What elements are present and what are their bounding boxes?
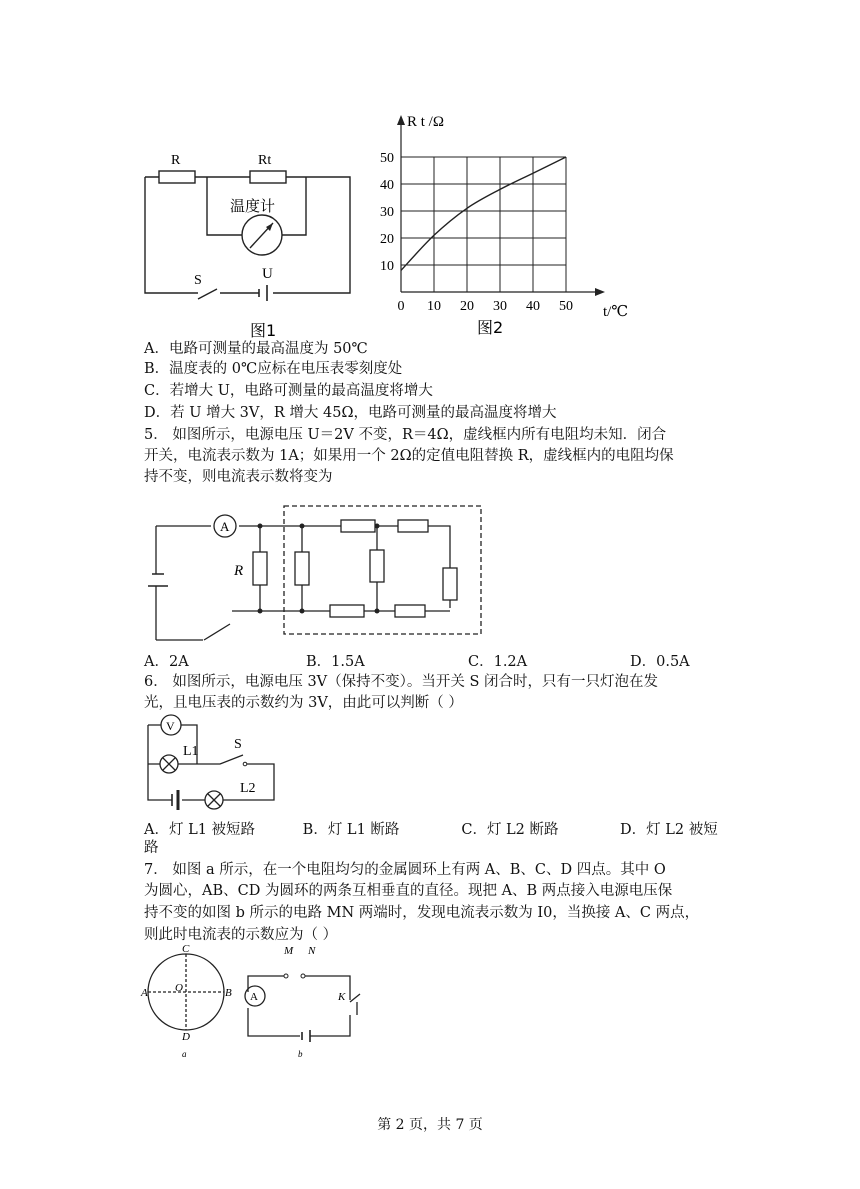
q6-circuit [140, 710, 280, 812]
q5-options [144, 650, 720, 671]
q4-option-a: A．电路可测量的最高温度为 50℃ [144, 341, 368, 357]
x-tick-label: 0 [397, 299, 405, 314]
q5-stem-1: 5． 如图所示，电源电压 U＝2V 不变，R＝4Ω，虚线框内所有电阻均未知．闭合 [144, 427, 667, 443]
q7-fig-a-label-b: B [225, 987, 232, 999]
fig1-label-s: S [194, 273, 202, 288]
q7-fig-b-label-n: N [308, 945, 316, 957]
q5-stem-2: 开关，电流表示数为 1A；如果用一个 2Ω的定值电阻替换 R，虚线框内的电阻均保 [144, 448, 674, 464]
q7-figures [138, 940, 370, 1062]
q7-fig-a-label-a: A [141, 987, 148, 999]
q6-option-b: B．灯 L1 断路 [302, 822, 400, 838]
page-footer: 第 2 页，共 7 页 [377, 1117, 483, 1133]
q5-resistor-label: R [234, 563, 244, 579]
fig2-xlabel: t/℃ [603, 304, 629, 320]
fig2-grid [401, 157, 566, 292]
q5-ammeter-label: A [220, 519, 230, 534]
y-tick-label: 40 [380, 178, 394, 193]
q6-options [144, 818, 720, 839]
q6-option-d: D．灯 L2 被短 [620, 822, 718, 838]
q7-fig-a-label-d: D [182, 1031, 190, 1043]
fig1-label-u: U [262, 266, 273, 282]
q7-stem-1: 7． 如图 a 所示，在一个电阻均匀的金属圆环上有两 A、B、C、D 四点。其中 O [144, 862, 666, 878]
q7-fig-b-label-ammeter: A [250, 991, 258, 1003]
q6-voltmeter-label: V [166, 719, 175, 733]
q7-stem-4: 则此时电流表的示数应为（ ） [144, 927, 338, 943]
q5-circuit [148, 500, 493, 642]
x-tick-label: 20 [460, 299, 474, 314]
q5-option-c: C．1.2A [468, 654, 528, 670]
q6-switch-label: S [234, 737, 242, 752]
y-tick-label: 30 [380, 205, 394, 220]
q6-option-d-continued: 路 [144, 840, 159, 856]
q5-option-b: B．1.5A [306, 654, 365, 670]
x-tick-label: 40 [526, 299, 540, 314]
fig2-caption: 图2 [477, 318, 504, 337]
q7-caption-a: a [182, 1049, 187, 1059]
y-tick-label: 10 [380, 259, 394, 274]
y-tick-label: 20 [380, 232, 394, 247]
q7-stem-2: 为圆心，AB、CD 为圆环的两条互相垂直的直径。现把 A、B 两点接入电源电压保 [144, 883, 673, 899]
x-tick-label: 10 [427, 299, 441, 314]
q6-stem-2: 光，且电压表的示数约为 3V，由此可以判断（ ） [144, 695, 463, 711]
q7-caption-b: b [298, 1049, 303, 1059]
q6-l1-label: L1 [183, 744, 199, 759]
q7-stem-3: 持不变的如图 b 所示的电路 MN 两端时，发现电流表示数为 I0，当换接 A、C 两点， [144, 905, 700, 921]
q5-option-a: A．2A [144, 654, 189, 670]
x-tick-label: 30 [493, 299, 507, 314]
q7-fig-a-label-c: C [182, 943, 190, 955]
fig2-ylabel: R t /Ω [407, 114, 444, 130]
q4-option-b: B．温度表的 0℃应标在电压表零刻度处 [144, 361, 403, 377]
q4-option-d: D．若 U 增大 3V，R 增大 45Ω，电路可测量的最高温度将增大 [144, 405, 557, 421]
fig1-label-r: R [171, 153, 181, 168]
fig1-circuit [140, 145, 360, 345]
q5-stem-3: 持不变，则电流表示数将变为 [144, 469, 333, 485]
fig2-chart [360, 105, 650, 343]
q4-option-c: C．若增大 U，电路可测量的最高温度将增大 [144, 383, 433, 399]
fig2-curve [401, 157, 566, 270]
x-tick-label: 50 [559, 299, 573, 314]
q6-option-a: A．灯 L1 被短路 [144, 822, 256, 838]
q6-option-c: C．灯 L2 断路 [461, 822, 559, 838]
q5-option-d: D．0.5A [630, 654, 690, 670]
fig1-label-rt: Rt [258, 153, 272, 168]
fig1-label-meter: 温度计 [230, 197, 276, 215]
q7-fig-b-label-m: M [284, 945, 294, 957]
y-tick-label: 50 [380, 151, 394, 166]
q7-fig-b-label-k: K [338, 991, 346, 1003]
fig1-caption: 图1 [250, 321, 277, 340]
q7-fig-a-label-o: O [175, 982, 183, 994]
q6-stem-1: 6． 如图所示，电源电压 3V（保持不变）。当开关 S 闭合时，只有一只灯泡在发 [144, 674, 659, 690]
q6-l2-label: L2 [240, 781, 256, 796]
